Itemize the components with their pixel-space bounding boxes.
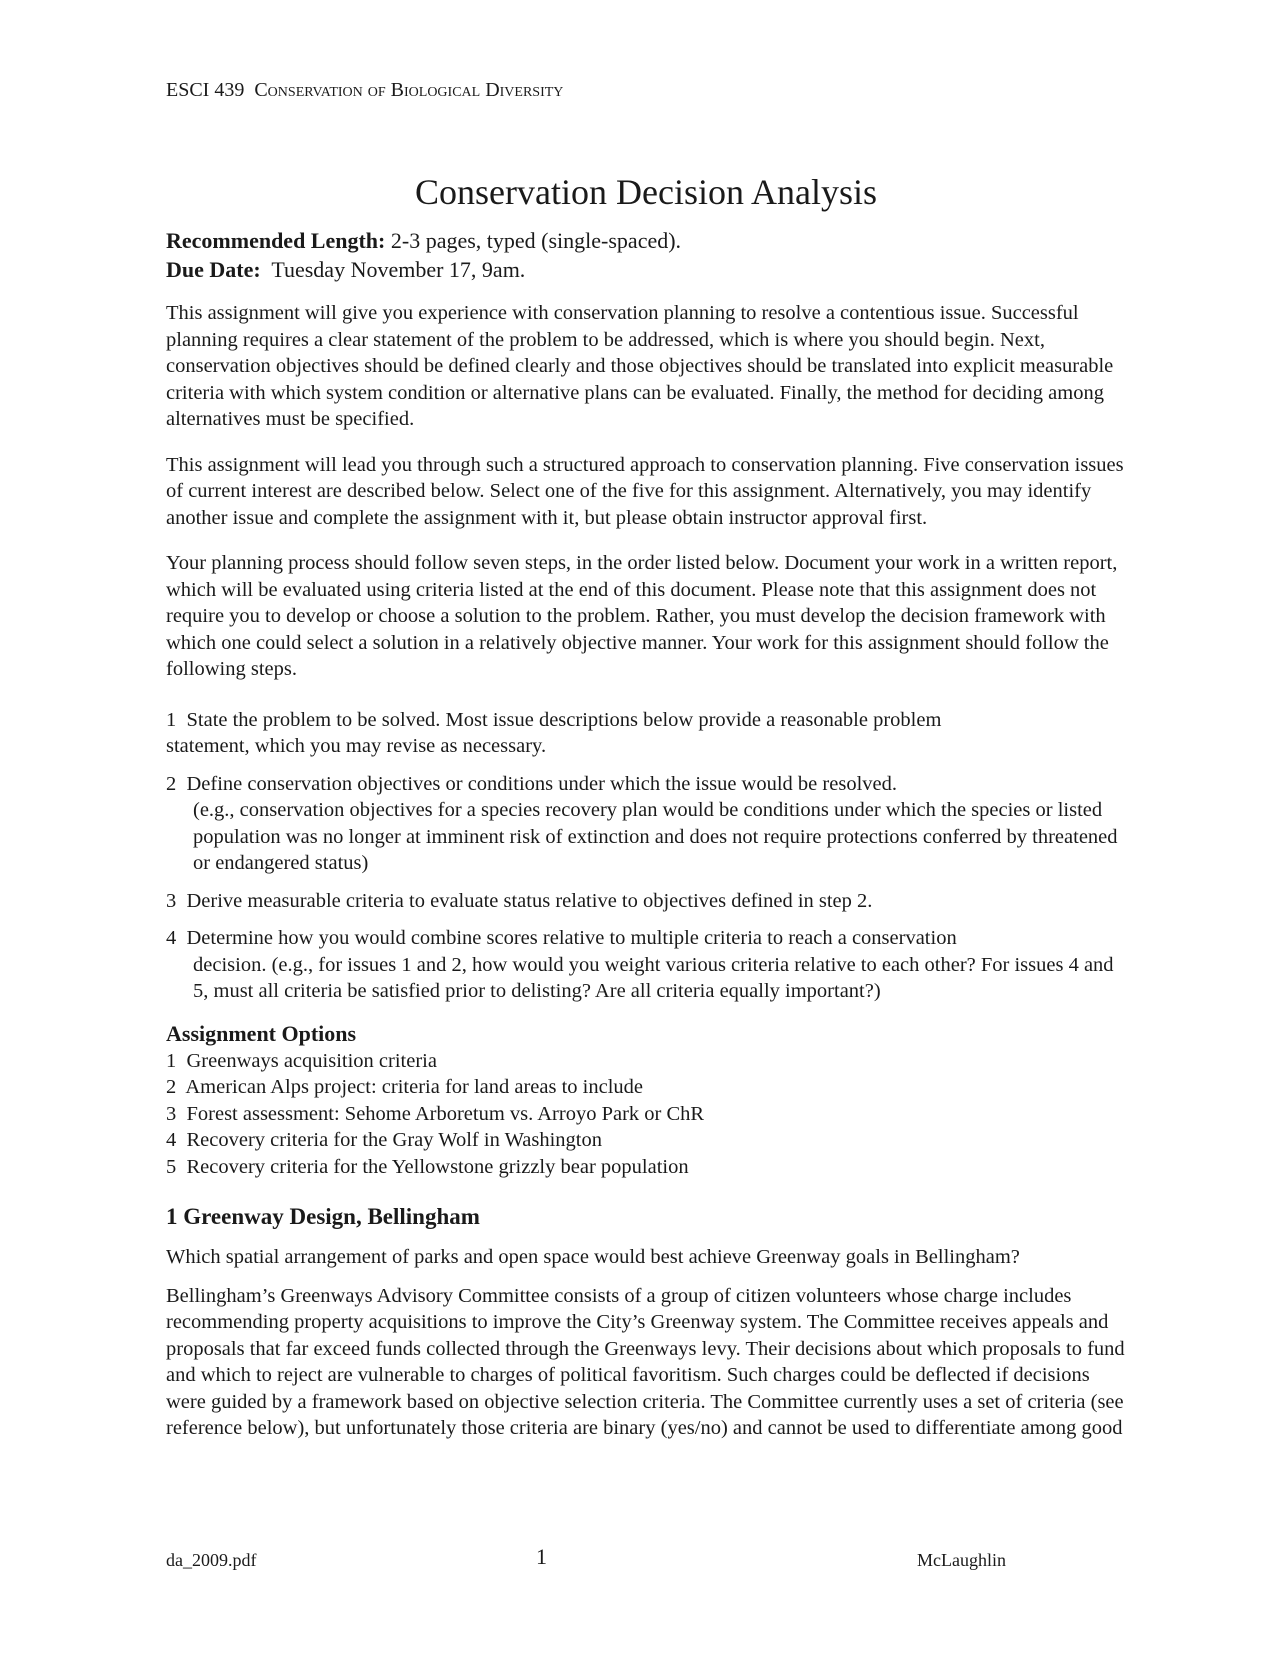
step-text-continued: decision. (e.g., for issues 1 and 2, how would you weight various criteria relative to each other? For issues 4 and 5, must all criteria be satisfied prior to delisting? Are all criteria equally important?): [193, 953, 1114, 1002]
options-list: [166, 1048, 1126, 1181]
course-name: Conservation of Biological Diversity: [254, 79, 564, 101]
step-text-continued: statement, which you may revise as necessary.: [166, 735, 547, 757]
length-label: Recommended Length:: [166, 228, 386, 253]
step-number: 1: [166, 708, 177, 731]
option-label: Recovery criteria for the Yellowstone grizzly bear population: [186, 1155, 689, 1178]
step-number: 2: [166, 772, 177, 795]
section-question: Which spatial arrangement of parks and open space would best achieve Greenway goals in Bellingham?: [166, 1246, 1020, 1268]
footer-filename: da_2009.pdf: [166, 1550, 257, 1570]
due-date: [166, 255, 1126, 284]
intro-paragraph: This assignment will give you experience with conservation planning to resolve a contentious issue. Successful planning requires a clear statement of the problem to be addressed, which is where you should begin. Next, conservation objectives should be defined clearly and those objectives should be translated into explicit measurable criteria with which system condition or alternative plans can be evaluated. Finally, the method for deciding among alternatives must be specified.: [166, 302, 1114, 430]
step-text-continued: (e.g., conservation objectives for a species recovery plan would be conditions under which the species or listed population was no longer at imminent risk of extinction and does not require protections conferred by threatened or endangered status): [193, 799, 1118, 874]
page-content: [166, 78, 1126, 1442]
process-paragraph: Your planning process should follow seven steps, in the order listed below. Document your work in a written report, which will be evaluated using criteria listed at the end of this document. Please note that this assignment does not require you to develop or choose a solution to the problem. Rather, you must develop the decision framework with which one could select a solution in a relatively objective manner. Your work for this assignment should follow the following steps.: [166, 552, 1118, 680]
step-item: [166, 771, 1126, 877]
length-value: 2-3 pages, typed (single-spaced).: [390, 228, 682, 253]
option-item: [166, 1048, 1126, 1075]
recommended-length: [166, 226, 1126, 255]
steps-list: [166, 707, 1126, 1005]
structure-paragraph: This assignment will lead you through such a structured approach to conservation planning. Five conservation issues of current interest are described below. Select one of the five for this assignment. Alternatively, you may identify another issue and complete the assignment with it, but please obtain instructor approval first.: [166, 453, 1124, 529]
step-text: Define conservation objectives or conditions under which the issue would be resolved.: [186, 772, 897, 795]
step-item: [166, 707, 1126, 760]
course-header: [166, 78, 1126, 102]
assignment-meta: [166, 226, 1126, 284]
option-number: 1: [166, 1049, 177, 1072]
step-text: Determine how you would combine scores relative to multiple criteria to reach a conservation: [186, 927, 957, 949]
option-item: [166, 1127, 1126, 1154]
footer-author: McLaughlin: [917, 1550, 1006, 1570]
option-item: [166, 1154, 1126, 1181]
section-heading: 1 Greenway Design, Bellingham: [166, 1204, 480, 1229]
step-item: [166, 925, 1126, 1005]
step-text: Derive measurable criteria to evaluate status relative to objectives defined in step 2.: [186, 889, 873, 912]
course-code: ESCI 439: [166, 79, 245, 101]
option-number: 3: [166, 1102, 177, 1125]
option-label: Forest assessment: Sehome Arboretum vs. Arroyo Park or ChR: [186, 1102, 705, 1125]
option-label: Recovery criteria for the Gray Wolf in Washington: [186, 1129, 602, 1151]
option-label: Greenways acquisition criteria: [186, 1049, 437, 1072]
option-item: [166, 1101, 1126, 1128]
due-value: Tuesday November 17, 9am.: [271, 257, 526, 282]
step-item: [166, 888, 1126, 915]
step-text: State the problem to be solved. Most issue descriptions below provide a reasonable problem: [186, 708, 942, 731]
step-number: 3: [166, 889, 177, 912]
option-number: 5: [166, 1155, 177, 1178]
step-number: 4: [166, 927, 177, 949]
due-label: Due Date:: [166, 257, 261, 282]
option-number: 2: [166, 1076, 177, 1098]
option-number: 4: [166, 1129, 177, 1151]
option-label: American Alps project: criteria for land areas to include: [185, 1076, 644, 1098]
option-item: [166, 1074, 1126, 1101]
section-body: Bellingham’s Greenways Advisory Committee consists of a group of citizen volunteers whose charge includes recommending property acquisitions to improve the City’s Greenway system. The Committee receives appeals and proposals that far exceed funds collected through the Greenways levy. Their decisions about which proposals to fund and which to reject are vulnerable to charges of political favoritism. Such charges could be deflected if decisions were guided by a framework based on objective selection criteria. The Committee currently uses a set of criteria (see reference below), but unfortunately those criteria are binary (yes/no) and cannot be used to differentiate among good: [166, 1284, 1125, 1439]
options-heading: Assignment Options: [166, 1020, 357, 1046]
document-title: Conservation Decision Analysis: [415, 172, 877, 212]
footer-page-number: 1: [536, 1544, 547, 1569]
